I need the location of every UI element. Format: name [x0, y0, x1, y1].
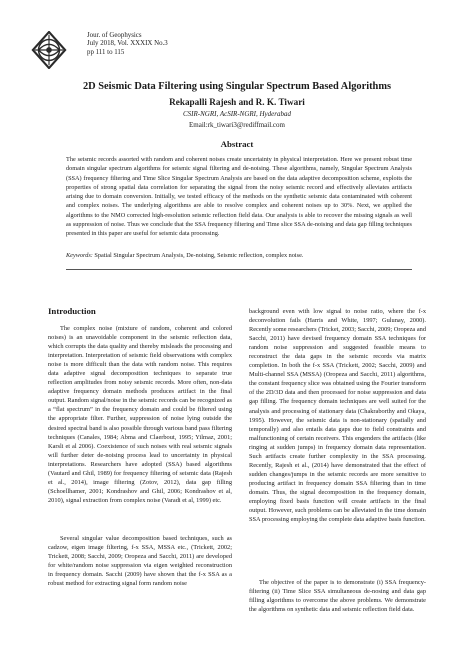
keywords-text: Spatial Singular Spectrum Analysis, De-noising, Seismic reflection, complex noise. — [92, 252, 304, 259]
abstract-heading: Abstract — [220, 139, 254, 149]
journal-issue: July 2018, Vol. XXXIX No.3 — [87, 40, 168, 48]
intro-paragraph-4: The objective of the paper is to demonstrate (i) SSA frequency-filtering (ii) Time Slice SSA simultaneous de-nosing and data gap filling algorithms to overcome the above problems. We demonstrate the algorithms on synthetic data and seismic reflection field data. — [249, 579, 426, 614]
introduction-heading: Introduction — [48, 306, 96, 316]
abstract-text: The seismic records assorted with random and coherent noises create uncertainty in physical interpretation. Here we present robust time domain singular spectrum algorithms for seismic signal filtering and de-noising. These algorithms, namely, Singular Spectrum Analysis (SSA) frequency filtering and Time Slice Singular Spectrum Analysis are based on the data adaptive decomposition scheme, exploits the properties of strong spatial data correlation for separating the signal from the noisy seismic record and effectively alleviates artifacts arising due to domain conversion. Initially, we tested efficacy of the methods on the synthetic seismic data contaminated with coherent and complex noises. The underlying algorithms are able to resolve complex and coherent noises up to 30%. Next, we applied the algorithms to the NMO corrected high-resolution seismic reflection field data. Our analysis is able to recover the missing signals as well as suppression of noise. Thus we conclude that the SSA frequency filtering and Time slice SSA de-noising and data gap filling techniques presented in this paper are useful for seismic data processing. — [66, 156, 412, 238]
journal-info — [87, 32, 168, 57]
journal-pages: pp 111 to 115 — [87, 48, 125, 56]
logo-emblem-icon — [33, 32, 65, 68]
keywords-line — [66, 252, 412, 259]
author-email: Email:rk_tiwari3@rediffmail.com — [189, 121, 285, 129]
journal-logo — [30, 31, 68, 69]
abstract-divider — [66, 269, 412, 270]
journal-name: Jour. of Geophysics — [87, 32, 142, 39]
paper-title: 2D Seismic Data Filtering using Singular Spectrum Based Algorithms — [82, 81, 392, 92]
paper-authors: Rekapalli Rajesh and R. K. Tiwari — [169, 97, 305, 107]
intro-paragraph-2: Several singular value decomposition based techniques, such as cadzow, eigen image filtering, f-x SSA, MSSA etc., (Trickett, 2002; Trickett, 2008; Sacchi, 2009; Oropeza and Sacchi, 2011) are developed for white/random noise suppression via eigen weighted reconstruction in frequency domain. Sacchi (2009) have shown that the f-x SSA as a robust method for extracting signal form random noise — [48, 535, 232, 588]
intro-paragraph-3: background even with low signal to noise ratio, where the f-x deconvolution fails (Harris and White, 1997; Gulunay, 2000). Recently some researchers (Tricket, 2003; Sacchi, 2009; Oropeza and Sacchi, 2011) have devised frequency domain SSA techniques for random noise suppression and suggested feasible means to reconstruct the data gaps in the seismic records via matrix completion. In both the f-x SSA (Trickett, 2002; Sacchi, 2009) and Multi-channel SSA (MSSA) (Oropeza and Sacchi, 2011) algorithms, the constant frequency slice was obtained using the Fourier transform of the 2D/3D data and then processed for noise suppression and data gap filling. The frequency domain techniques are well suited for the analysis and processing of stationary data (Chakraborthy and Okaya, 1995). However, the seismic data is non-stationary (spatially and temporally) and also entails data gaps due to field constraints and malfunctioning of certain receivers. This engenders the artifacts (like ringing at sudden jumps) in frequency domain data representation. Such artifacts create further complexity in the SSA processing. Recently, Rajesh et al., (2014) have demonstrated that the effect of sudden changes/jumps in the seismic records are more sensitive to producing artifact in frequency domain SSA filtering than in time domain. Thus, the signal decomposition in the frequency domain, employing fixed basis function will create artifacts in the final output. However, such problems can be alleviated in the time domain SSA processing employing the complete data adaptive basis function. — [249, 308, 426, 524]
keywords-label: Keywords: — [66, 252, 93, 259]
intro-paragraph-1: The complex noise (mixture of random, coherent and colored noises) is an unavoidable component in the seismic reflection data, which corrupts the data quality and thereby misleads the processing and interpretation. Interpretation of seismic field observations with complex noise is more difficult than the data with random noise. This requires data adaptive signal decomposition techniques to separate true reflection amplitudes from noisy seismic records. More often, non-data adaptive frequency domain methods produces artifact in the final output. Random signal/noise in the seismic records can be recognized as a “flat spectrum” in the frequency domain and could be filtered using the appropriate filter. Further, suppression of noise lying outside the desired spectral band is also possible through various band pass filtering techniques (Canales, 1984; Abma and Claerbout, 1995; Yilmaz, 2001; Karsli et al 2006). Coexistence of such noises with real seismic signals will further deter de-noising process lead to uncertainty in physical interpretations. Researchers have adopted (SSA) based algorithms (Vautard and Ghil, 1989) for frequency filtering of seismic data (Rajesh et al., 2014), image filtering (Zotov, 2012), data gap filling (Schoellhamer, 2001; Kondrashov and Ghil, 2006; Kondrashov et al, 2010), signal extraction from complex noise (Varadi et al, 1999) etc. — [48, 325, 232, 504]
author-affiliation: CSIR-NGRI, AcSIR-NGRI, Hyderabad — [183, 110, 291, 118]
